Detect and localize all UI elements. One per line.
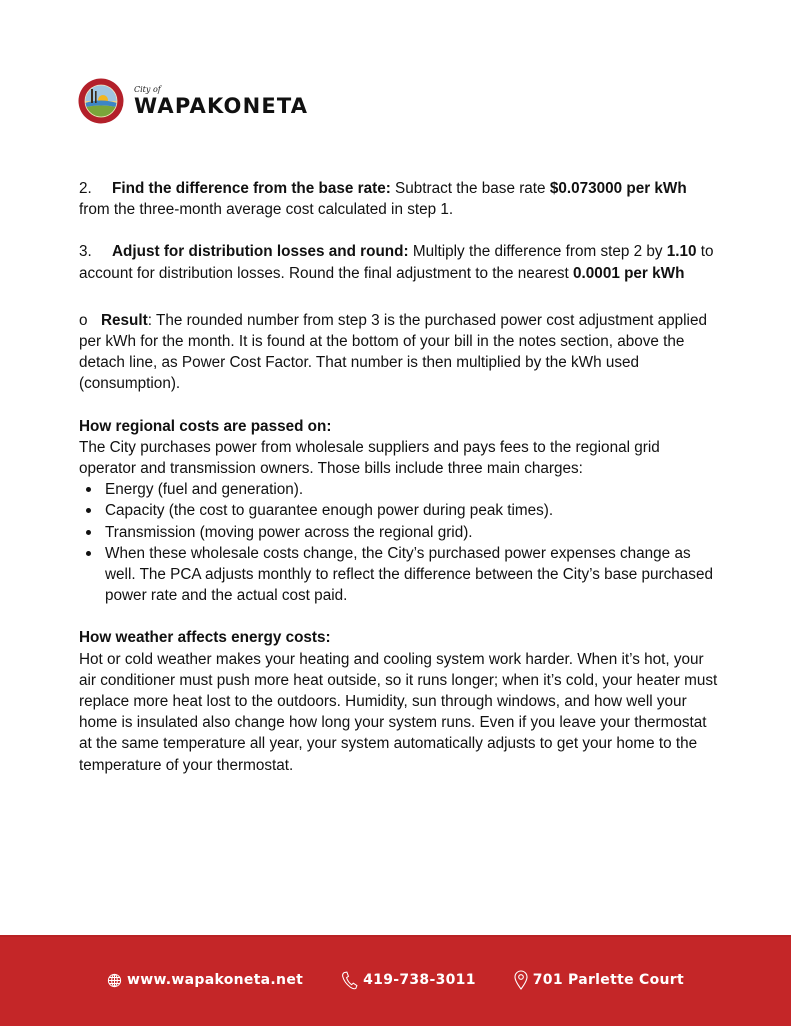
city-of-label: City of bbox=[134, 85, 161, 94]
document-body bbox=[79, 178, 719, 776]
phone-icon bbox=[341, 971, 358, 990]
map-pin-icon bbox=[514, 970, 528, 990]
rounding-value: 0.0001 per kWh bbox=[573, 264, 685, 282]
loss-multiplier-value: 1.10 bbox=[666, 243, 697, 261]
step-text: Multiply the difference from step 2 by bbox=[408, 243, 667, 261]
result-text: : The rounded number from step 3 is the purchased power cost adjustment applied per kWh for the month. It is found at the bottom of your bill in the notes section, above the detach line, as Power Cost Factor. That number is then multiplied by the kWh used (consumption). bbox=[79, 311, 707, 393]
result-paragraph bbox=[79, 310, 719, 395]
section-heading: How weather affects energy costs: bbox=[79, 629, 331, 647]
step-2 bbox=[79, 178, 719, 220]
step-number: 2. bbox=[79, 180, 92, 197]
step-number: 3. bbox=[79, 243, 92, 261]
footer-bar bbox=[0, 935, 791, 1026]
base-rate-value: $0.073000 per kWh bbox=[549, 180, 687, 197]
city-name: WAPAKONETA bbox=[134, 94, 309, 118]
step-title: Find the difference from the base rate: bbox=[112, 180, 391, 197]
address-text: 701 Parlette Court bbox=[532, 972, 684, 988]
city-seal-icon bbox=[78, 78, 124, 124]
step-title: Adjust for distribution losses and round: bbox=[112, 243, 409, 261]
regional-heading bbox=[79, 416, 719, 437]
letterhead bbox=[78, 78, 308, 124]
step-text: Subtract the base rate bbox=[390, 180, 550, 197]
phone-text: 419-738-3011 bbox=[363, 972, 476, 988]
address-link[interactable] bbox=[514, 970, 684, 990]
result-marker: o bbox=[79, 311, 88, 329]
phone-link[interactable] bbox=[341, 971, 476, 990]
globe-icon bbox=[107, 973, 122, 988]
step-text: from the three-month average cost calculated in step 1. bbox=[79, 201, 454, 219]
list-item: Transmission (moving power across the regional grid). bbox=[105, 522, 719, 543]
website-link[interactable] bbox=[107, 972, 303, 988]
weather-heading bbox=[79, 627, 719, 648]
result-label: Result bbox=[101, 311, 148, 329]
list-item: When these wholesale costs change, the City’s purchased power expenses change as well. The PCA adjusts monthly to reflect the difference between the City’s base purchased power rate and the actual cost paid. bbox=[105, 543, 719, 607]
regional-intro: The City purchases power from wholesale suppliers and pays fees to the regional grid operator and transmission owners. Those bills include three main charges: bbox=[79, 438, 660, 478]
step-3 bbox=[79, 241, 719, 283]
step-text: to account for distribution losses. Round the final adjustment to the nearest bbox=[79, 243, 714, 282]
list-item: Capacity (the cost to guarantee enough power during peak times). bbox=[105, 500, 719, 521]
section-heading: How regional costs are passed on: bbox=[79, 417, 332, 435]
website-text: www.wapakoneta.net bbox=[127, 972, 304, 988]
weather-text: Hot or cold weather makes your heating and cooling system work harder. When it’s hot, your air conditioner must push more heat outside, so it runs longer; when it’s cold, your heater must replace more heat lost to the outdoors. Humidity, sun through windows, and how well your home is insulated also change how long your system runs. Even if you leave your thermostat at the same temperature all year, your system automatically adjusts to get your home to the temperature of your thermostat. bbox=[79, 650, 718, 774]
list-item: Energy (fuel and generation). bbox=[105, 479, 719, 500]
charges-list bbox=[79, 479, 719, 606]
